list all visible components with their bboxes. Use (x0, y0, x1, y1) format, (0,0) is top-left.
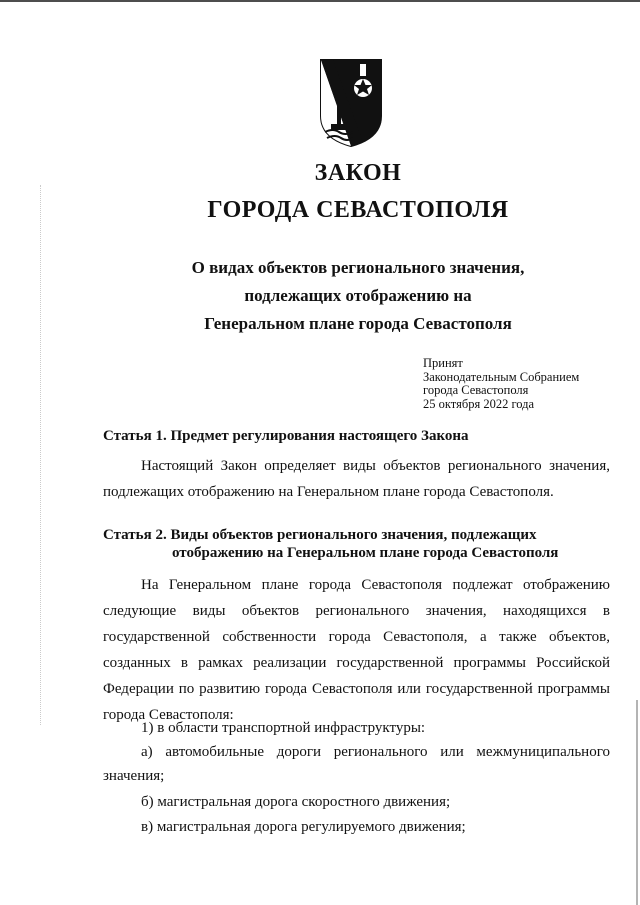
adoption-line-3: города Севастополя (423, 383, 529, 397)
scan-artifact-top (0, 0, 640, 2)
article-2-item-a: а) автомобильные дороги регионального или межмуниципального значения; (103, 744, 610, 784)
scan-artifact-right-edge (636, 700, 638, 905)
article-2-paragraph: На Генеральном плане города Севастополя подлежат отображению следующие виды объектов регионального значения, находящихся в государственной собственности города Севастополя, а также объектов, созданных в рамках реализации государственной программы Российской Федерации по развитию города Севастополя или государственной программы города Севастополя: (103, 577, 610, 723)
adoption-info (423, 357, 579, 411)
sevastopol-coat-of-arms-icon (319, 58, 383, 148)
article-1-paragraph: Настоящий Закон определяет виды объектов регионального значения, подлежащих отображению на Генеральном плане города Севастополя. (103, 458, 610, 500)
law-subtitle-line-1: О видах объектов регионального значения, (191, 258, 525, 277)
law-city-title: ГОРОДА СЕВАСТОПОЛЯ (207, 197, 509, 223)
law-subtitle-line-3: Генеральном плане города Севастополя (204, 314, 512, 333)
article-2-heading-line-1: Статья 2. Виды объектов регионального значения, подлежащих (103, 527, 537, 543)
adoption-date: 25 октября 2022 года (423, 396, 535, 411)
article-2-item-b: б) магистральная дорога скоростного движения; (141, 794, 451, 810)
article-2-item-1: 1) в области транспортной инфраструктуры: (141, 720, 426, 736)
article-2-heading-line-2: отображению на Генеральном плане города Севастополя (172, 545, 559, 561)
article-1-heading: Статья 1. Предмет регулирования настоящего Закона (103, 428, 469, 444)
law-subtitle-line-2: подлежащих отображению на (244, 286, 472, 305)
law-title: ЗАКОН (314, 160, 402, 186)
adoption-line-2: Законодательным Собранием (423, 369, 580, 384)
article-2-item-c: в) магистральная дорога регулируемого движения; (141, 819, 466, 835)
adoption-line-1: Принят (423, 356, 463, 370)
